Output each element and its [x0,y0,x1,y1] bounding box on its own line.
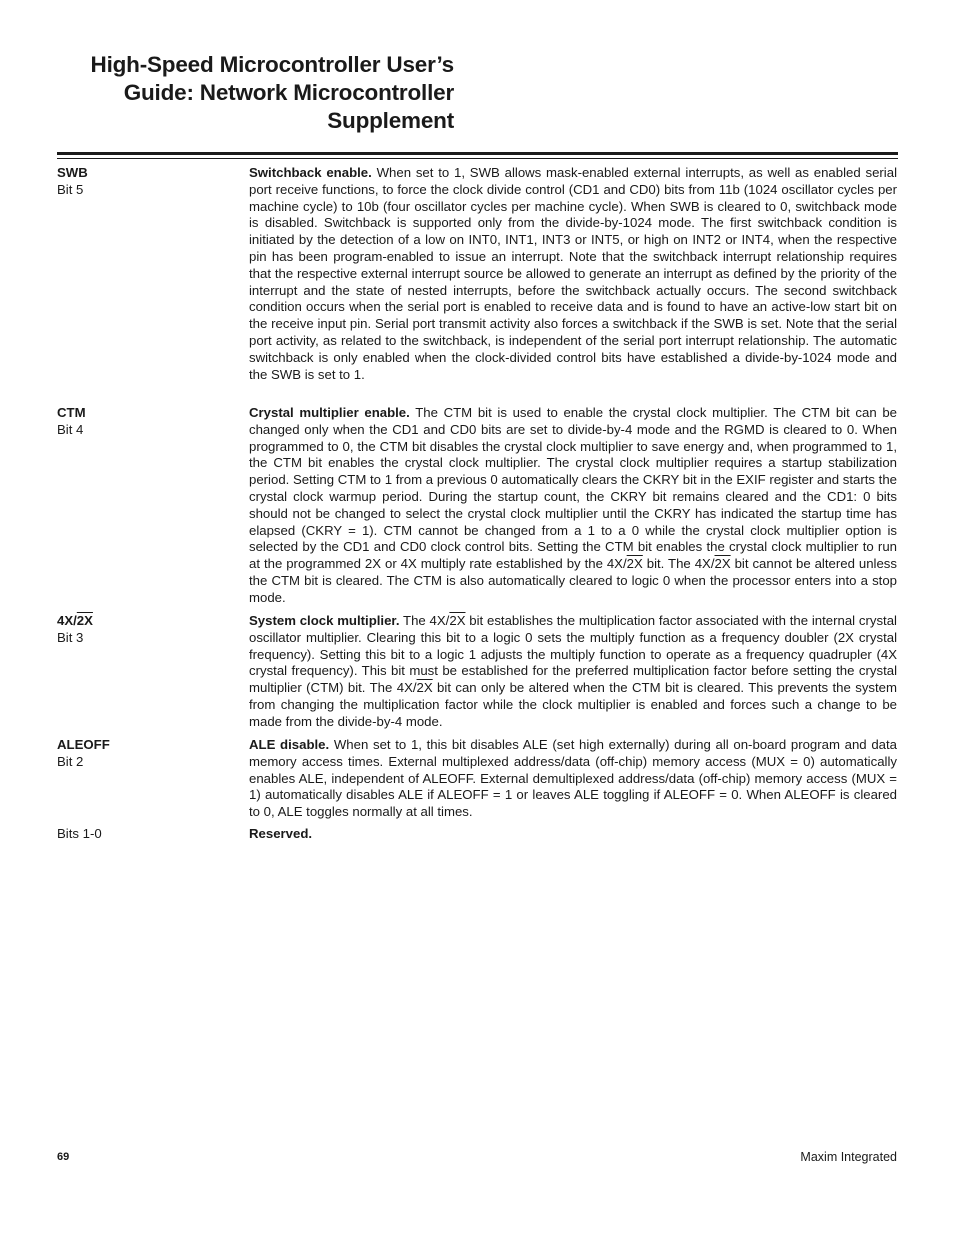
description-body: The CTM bit is used to enable the crystal clock multiplier. The CTM bit can be changed only when the CD1 and CD0 bits are set to divide-by-4 mode and the RGMD is cleared to 0. When programmed to 0, the CTM bit disables the crystal clock multiplier to save energy and, when programmed to 1, the CTM bit enables the crystal clock multiplier. The crystal clock multiplier requires a startup stabilization period. Setting CTM to 1 from a previous 0 automatically clears the CKRY bit in the EXIF register and starts the crystal clock warmup period. During the startup count, the CKRY bit remains cleared and the CD1: 0 bits should not be changed to select the crystal clock multiplier until the CKRY has indicated the startup time has elapsed (CKRY = 1). CTM cannot be changed from a 1 to a 0 while the crystal clock multiplier option is selected by the CD1 and CD0 clock control bits. Setting the CTM bit enables the crystal clock multiplier to run at the programmed 2X or 4X multiply rate established by the 4X/ [249,405,897,572]
bit-position: Bit 4 [57,421,84,437]
bit-label [57,826,102,843]
bit-name: SWB [57,165,88,180]
page-title [40,51,454,135]
bit-name-part: 4X/ [57,613,77,628]
description-lead: ALE disable. [249,737,330,752]
bit-description [249,826,897,843]
title-line: High-Speed Microcontroller User’s [90,52,454,77]
description-body: When set to 1, this bit disables ALE (set high externally) during all on-board program and data memory access times. External multiplexed address/data (off-chip) memory access (MUX = 0) automatically enables ALE, independent of ALEOFF. External demultiplexed address/data (off-chip) memory access (MUX = 1) automatically disables ALE if ALEOFF = 1 or leaves ALE toggling if ALEOFF = 0. When ALEOFF is cleared to 0, ALE toggles normally at all times. [249,737,897,820]
title-line: Guide: Network Microcontroller [123,80,454,105]
bit-position: Bit 5 [57,181,84,197]
description-body: bit cannot be altered unless the CTM bit is cleared. The CTM is also automatically cleared to logic 0 when the processor enters into a stop mode. [249,556,897,605]
title-line: Supplement [327,108,454,133]
description-lead: Switchback enable. [249,165,372,180]
bit-name [57,613,93,630]
bit-position: Bits 1-0 [57,826,102,841]
overline-text: 2X [714,556,731,572]
description-body: When set to 1, SWB allows mask-enabled external interrupts, as well as enabled serial port receive functions, to force the clock divide control (CD1 and CD0) bits from 11b (1024 oscillator cycles per machine cycle) to 10b (four oscillator cycles per machine cycle). When SWB is cleared to 0, switchback mode is disabled. Switchback is supported only from the divide-by-1024 mode. The first switchback condition is initiated by the detection of a low on INT0, INT1, INT3 or INT5, or high on INT2 or INT4, when the respective pin has been program-enabled to issue an interrupt. Note that the switchback interrupt relationship requires that the respective external interrupt source be allowed to generate an interrupt as defined by the priority of the interrupt and the state of nested interrupts, before the switchback actually occurs. The second switchback condition occurs when the serial port is enabled to receive data and is found to have an active-low start bit on the receive input pin. Serial port transmit activity also forces a switchback if the SWB is set. Note that the serial port activity, as related to the switchback, is independent of the serial port interrupt relationship. The automatic switchback is only enabled when the clock-divided control bits have established a divide-by-1024 mode and the SWB is set to 1. [249,165,897,382]
description-body: bit can only be altered when the CTM bit is cleared. This prevents the system from changing the multiplication factor while the clock multiplier is enabled and forces such a change to be made from the divide-by-4 mode. [249,680,897,729]
overline-text: 2X [416,680,433,696]
header-rule-thick [57,152,898,155]
bit-position: Bit 2 [57,753,84,769]
bit-label [57,613,93,647]
description-lead: System clock multiplier. [249,613,400,628]
bit-description [249,405,897,607]
bit-description [249,737,897,821]
page-number: 69 [57,1151,70,1163]
bit-name: CTM [57,405,86,420]
bit-description [249,165,897,383]
description-lead: Reserved. [249,826,313,841]
overline-text: 2X [449,613,466,628]
bit-label [57,405,86,439]
description-body: The 4X/ [403,613,450,628]
bit-description [249,613,897,731]
description-body: bit establishes the multiplication factor associated with the internal crystal oscillator multiplier. Clearing this bit to a logic 0 sets the multiply function as a frequency doubler (2X crystal frequency). Setting this bit to a logic 1 adjusts the multiply function to operate as a frequency quadrupler (4X crystal frequency). This bit must be established for the preferred multiplication factor before setting the crystal multiplier (CTM) bit. The 4X/ [249,613,897,696]
header-rule-thin [57,158,898,159]
description-lead: Crystal multiplier enable. [249,405,410,420]
description-body: bit. The 4X/ [642,556,715,572]
overline-text: 2X [76,613,93,628]
bit-name: ALEOFF [57,737,110,752]
bit-position: Bit 3 [57,629,84,645]
bit-label [57,165,88,199]
company-name: Maxim Integrated [800,1150,897,1164]
overline-text: 2X [626,556,643,572]
bit-label [57,737,110,771]
